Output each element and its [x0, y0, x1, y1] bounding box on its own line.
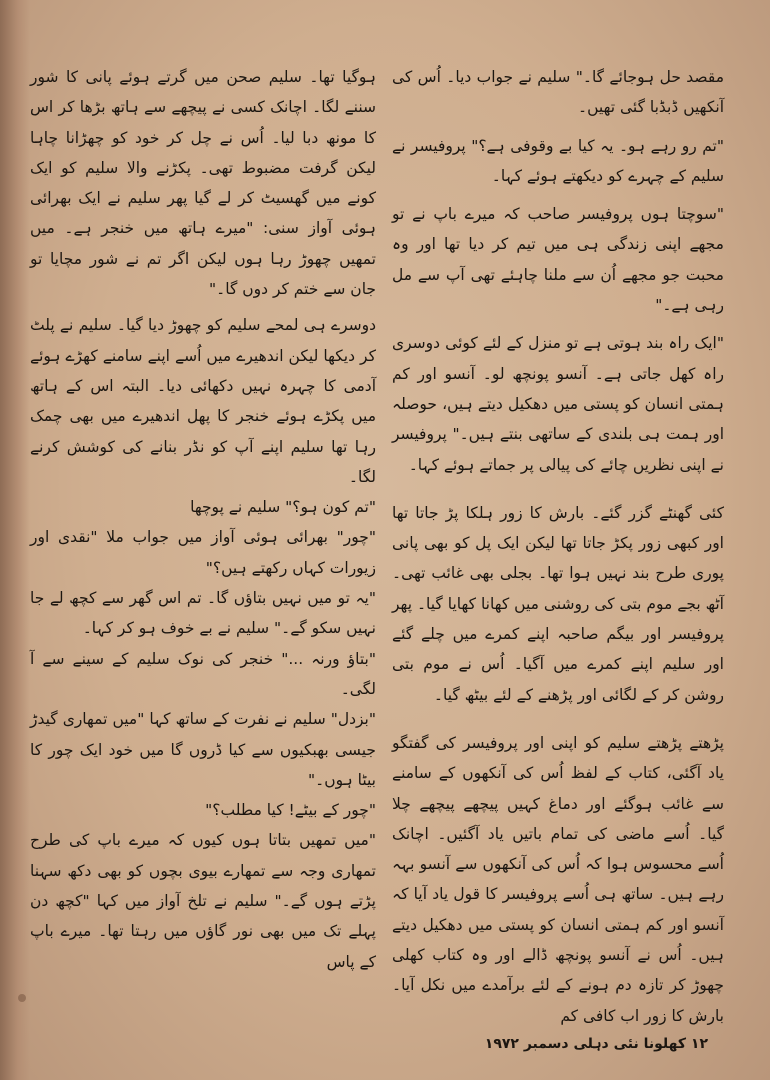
paragraph: مقصد حل ہوجائے گا۔" سلیم نے جواب دیا۔ اُس کی آنکھیں ڈبڈبا گئی تھیں۔: [392, 68, 724, 117]
paragraph: "چور کے بیٹے! کیا مطلب؟": [205, 801, 376, 820]
paragraph: "تم کون ہو؟" سلیم نے پوچھا: [190, 498, 376, 517]
paragraph: پڑھتے پڑھتے سلیم کو اپنی اور پروفیسر کی گفتگو یاد آگئی، کتاب کے لفظ اُس کی آنکھوں کے سامنے سے غائب ہوگئے اور دماغ کہیں پیچھے پیچھے چلا گیا۔ اُسے ماضی کی تمام باتیں یاد آگئیں۔ اچانک اُسے محسوس ہوا کہ اُس کی آنکھوں سے آنسو بہہ رہے ہیں۔ ساتھ ہی اُسے پروفیسر کا قول یاد آیا کہ آنسو اور کم ہمتی انسان کو پستی میں دھکیل دیتے ہیں۔ اُس نے آنسو پونچھ ڈالے اور وہ کتاب کھلی چھوڑ کر تازہ دم ہونے کے لئے برآمدے میں نکل آیا۔ بارش کا زور اب کافی کم: [392, 733, 724, 1025]
paragraph: "تم رو رہے ہو۔ یہ کیا بے وقوفی ہے؟" پروفیسر نے سلیم کے چہرے کو دیکھتے ہوئے کہا۔: [392, 136, 724, 185]
page-footer: ۱۲ کھلونا نئی دہلی دسمبر ۱۹۷۲: [484, 1036, 708, 1052]
binding-gutter: [0, 0, 30, 1080]
paragraph: "سوچتا ہوں پروفیسر صاحب کہ میرے باپ نے تو مجھے اپنی زندگی ہی میں تیم کر دیا تھا اور وہ محبت جو مجھے اُن سے ملنا چاہئے تھی آپ سے مل رہی ہے۔": [392, 205, 724, 315]
paragraph: "یہ تو میں نہیں بتاؤں گا۔ تم اس گھر سے کچھ لے جا نہیں سکو گے۔" سلیم نے بے خوف ہو کر کہا۔: [30, 589, 376, 638]
paragraph: "میں تمھیں بتاتا ہوں کیوں کہ میرے باپ کی طرح تمھاری وجہ سے تمھارے بیوی بچوں کو بھی دکھ سہنا پڑتے ہوں گے۔" سلیم نے تلخ آواز میں کہا "کچھ دن پہلے تک میں بھی نور گاؤں میں رہتا تھا۔ میرے باپ کے پاس: [30, 831, 376, 971]
paragraph: "بزدل" سلیم نے نفرت کے ساتھ کہا "میں تمھاری گیدڑ جیسی بھبکیوں سے کیا ڈروں گا میں خود ایک چور کا بیٹا ہوں۔": [30, 710, 376, 789]
paragraph: "ایک راہ بند ہوتی ہے تو منزل کے لئے کوئی دوسری راہ کھل جاتی ہے۔ آنسو پونچھ لو۔ آنسو اور کم ہمتی انسان کو پستی میں دھکیل دیتے ہیں، حوصلہ اور ہمت ہی بلندی کے ساتھی بنتے ہیں۔" پروفیسر نے اپنی نظریں چائے کی پیالی پر جماتے ہوئے کہا۔: [392, 334, 724, 474]
paragraph: "بتاؤ ورنہ ..." خنجر کی نوک سلیم کے سینے سے آ لگی۔: [30, 649, 376, 698]
left-column: [30, 62, 376, 977]
paragraph: "چور" بھرائی ہوئی آواز میں جواب ملا "نقدی اور زیورات کہاں رکھتے ہیں؟": [30, 528, 376, 577]
paragraph: دوسرے ہی لمحے سلیم کو چھوڑ دیا گیا۔ سلیم نے پلٹ کر دیکھا لیکن اندھیرے میں اُسے اپنے سامنے کھڑے ہوئے آدمی کا چہرہ نہیں دکھائی دیا۔ البتہ اس کے ہاتھ میں پکڑے ہوئے خنجر کا پھل اندھیرے میں بھی چمک رہا تھا سلیم اپنے آپ کو نڈر بنانے کی کوشش کرنے لگا۔: [30, 316, 376, 486]
right-column: [392, 62, 724, 1031]
paragraph: ہوگیا تھا۔ سلیم صحن میں گرتے ہوئے پانی کا شور سننے لگا۔ اچانک کسی نے پیچھے سے ہاتھ بڑھا کر اس کا مونھ دبا لیا۔ اُس نے چل کر خود کو چھڑانا چاہا لیکن گرفت مضبوط تھی۔ پکڑنے والا سلیم کو ایک کونے میں گھسیٹ کر لے گیا پھر سلیم نے ایک بھرائی ہوئی آواز سنی: "میرے ہاتھ میں خنجر ہے۔ میں تمھیں چھوڑ رہا ہوں لیکن اگر تم نے شور مچایا تو جان سے ختم کر دوں گا۔": [30, 68, 376, 299]
paragraph: کئی گھنٹے گزر گئے۔ بارش کا زور ہلکا پڑ جاتا تھا اور کبھی زور پکڑ جاتا تھا لیکن ایک پل کو بھی پانی پوری طرح بند نہیں ہوا تھا۔ بجلی بھی غائب تھی۔ آٹھ بجے موم بتی کی روشنی میں کھانا کھایا گیا۔ پھر پروفیسر اور بیگم صاحبہ اپنے کمرے میں چلے گئے اور سلیم اپنے کمرے میں آگیا۔ اُس نے موم بتی روشن کر کے لگائی اور پڑھنے کے لئے بیٹھ گیا۔: [392, 503, 724, 704]
punch-hole-mark: [18, 994, 26, 1002]
